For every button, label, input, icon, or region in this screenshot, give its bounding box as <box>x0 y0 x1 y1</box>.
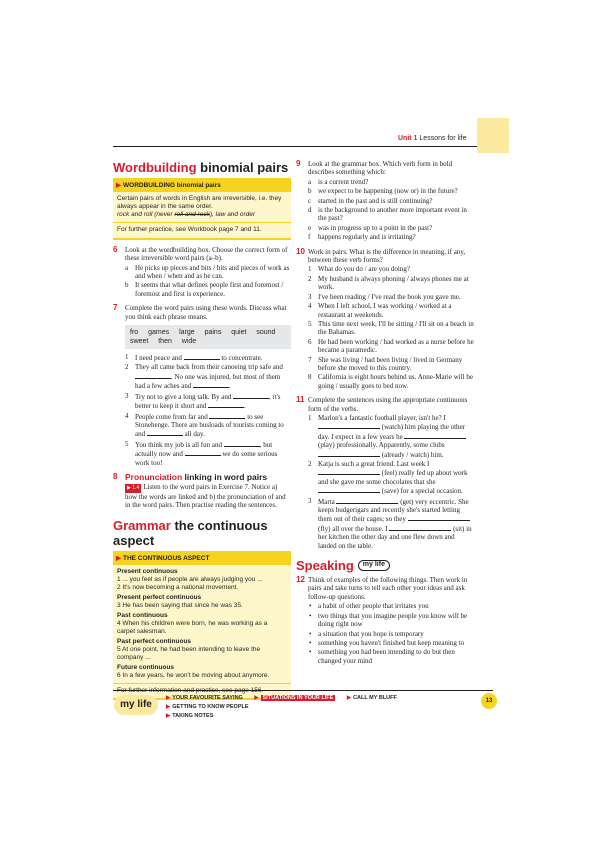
grammar-box-title <box>113 553 291 565</box>
exercise-10-instructions: Work in pairs. What is the difference in meaning, if any, between these verb forms? <box>308 247 466 265</box>
grammar-example: 5 At one point, he had been intending to leave the company ... <box>117 645 261 661</box>
item-text: , but actually now and <box>135 440 273 459</box>
item-text: She was living / had been living / lived in Germany before she moved to this country. <box>318 355 463 372</box>
item-key: 5 <box>308 319 312 328</box>
wordbuilding-box-title-text: WORDBUILDING binomial pairs <box>123 182 221 189</box>
unit-title: Lessons for life <box>419 135 467 142</box>
list-item <box>308 338 474 355</box>
list-item <box>125 264 291 281</box>
item-text: (sit) in her kitchen the other day and one flew down and landed on the table. <box>318 524 472 550</box>
header-rule <box>113 146 477 147</box>
exercise-number: 10 <box>296 246 305 256</box>
exercise-12 <box>296 576 474 665</box>
item-text: (fly) all over the house. I <box>318 524 390 533</box>
item-text: was in progress up to a point in the past? <box>318 223 433 232</box>
exercise-number: 12 <box>296 575 305 585</box>
list-item <box>308 460 474 496</box>
blank-field[interactable] <box>135 372 171 379</box>
footer-nav-item[interactable] <box>166 695 248 701</box>
grammar-box-body <box>113 565 291 683</box>
list-item <box>125 353 291 362</box>
footer-nav-label: SITUATIONS IN YOUR LIFE <box>262 695 334 701</box>
speaking-heading <box>296 558 474 573</box>
arrow-icon: ▶ <box>166 704 171 710</box>
item-text: (save) for a special occasion. <box>380 487 463 496</box>
bullet-item: • two things that you imagine people you know will be doing right now <box>308 612 474 629</box>
speaking-title-text: Speaking <box>296 558 354 574</box>
item-text: started in the past and is still continuing? <box>318 196 433 205</box>
item-text: (feel) really fed up about work and she gave me some chocolates that she <box>318 469 468 486</box>
item-key: c <box>308 196 312 205</box>
my-life-logo: my life <box>114 695 158 715</box>
footer-nav-item[interactable] <box>166 704 254 710</box>
item-text: Marlon's a fantastic football player, isn't he? I <box>318 413 446 422</box>
blank-field[interactable] <box>336 497 398 504</box>
speaking-title <box>296 558 354 573</box>
item-key: 3 <box>308 292 312 301</box>
item-text: we expect to be happening (now or) in the future? <box>318 187 458 196</box>
grammar-example: 3 He has been saying that since he was 35. <box>117 601 243 609</box>
item-key: 2 <box>308 460 312 468</box>
grammar-heading-rest: the continuous aspect <box>113 517 268 548</box>
item-text: This time next week, I'll be sitting / I'll sit on a beach in the Bahamas. <box>318 319 474 337</box>
example-a: rock and roll (never <box>117 211 175 219</box>
wordbuilding-box-body <box>113 192 291 222</box>
exercise-11 <box>296 396 474 550</box>
wordbuilding-heading <box>113 160 291 175</box>
blank-field[interactable] <box>184 353 220 360</box>
list-item <box>308 302 474 319</box>
exercise-number: 6 <box>113 244 118 254</box>
blank-field[interactable] <box>147 429 183 436</box>
item-text: My husband is always phoning / always phones me at work. <box>318 274 469 292</box>
my-life-tag: my life <box>358 560 390 570</box>
grammar-example: 6 In a few years, he won't be moving about anymore. <box>117 671 270 679</box>
list-item <box>125 412 291 439</box>
footer-nav-item[interactable] <box>347 695 402 701</box>
item-key: 3 <box>125 391 129 400</box>
example-b: ), law and order <box>209 211 256 219</box>
list-item <box>308 275 474 292</box>
list-item <box>308 206 474 223</box>
exercise-11-instructions: Complete the sentences using the appropriate continuous form of the verbs. <box>308 396 468 413</box>
grammar-section-heading: Present perfect continuous <box>117 593 202 601</box>
item-text: (get) very eccentric. She keeps budgerigars and recently she's started letting them out of their cages; so they <box>318 497 469 524</box>
item-text: . <box>244 402 246 411</box>
item-text: I need peace and <box>135 354 184 363</box>
item-text: (play) professionally. Apparently, some clubs <box>318 441 445 450</box>
item-text: Katja is such a great friend. Last week I <box>318 460 430 468</box>
blank-field[interactable] <box>389 524 451 531</box>
item-key: 8 <box>308 373 312 382</box>
blank-field[interactable] <box>193 381 231 391</box>
list-item <box>308 320 474 337</box>
item-text: California is eight hours behind us. Anne-Marie will be going / usually goes to bed now. <box>318 373 473 390</box>
word-box: fro games large pains quiet sound sweet then wide <box>125 325 291 349</box>
footer-nav <box>166 694 476 721</box>
grammar-section-heading: Present continuous <box>117 567 178 575</box>
list-item <box>308 187 474 195</box>
grammar-box-title-text: THE CONTINUOUS ASPECT <box>123 554 210 562</box>
page-number: 13 <box>481 693 497 709</box>
item-text: Try not to give a long talk. By and <box>135 392 234 401</box>
item-text: . No one was injured, but most of them had a few aches and <box>135 372 281 391</box>
grammar-section-heading: Past perfect continuous <box>117 637 192 645</box>
item-key: 1 <box>125 353 129 362</box>
list-item <box>125 392 291 411</box>
item-text: all day. <box>182 430 205 439</box>
wordbuilding-box-title <box>113 180 291 192</box>
list-item <box>308 356 474 373</box>
item-key: 7 <box>308 355 312 364</box>
item-key: 4 <box>125 411 129 420</box>
footer-rule <box>113 690 493 691</box>
exercise-10 <box>296 248 474 391</box>
item-text: we do some serious work too! <box>135 450 278 467</box>
blank-field[interactable] <box>408 514 470 521</box>
list-item <box>308 293 474 301</box>
exercise-8 <box>113 473 291 510</box>
blank-field[interactable] <box>318 450 380 457</box>
grammar-example: 4 When his children were born, he was working as a carpet salesman. <box>117 619 268 635</box>
blank-field[interactable] <box>318 486 380 493</box>
item-key: b <box>125 281 129 290</box>
footer-nav-label: GETTING TO KNOW PEOPLE <box>172 704 249 710</box>
bullet-item: • something you had been intending to do but then changed your mind <box>308 648 474 665</box>
item-text: . <box>229 382 231 391</box>
list-item <box>308 497 474 550</box>
triangle-icon: ▶ <box>116 182 121 189</box>
list-item <box>125 440 291 467</box>
wordbuilding-box-footer: For further practice, see Workbook page 7 and 11. <box>113 222 291 237</box>
wordbuilding-box <box>113 178 291 240</box>
grammar-box <box>113 551 291 701</box>
item-key: 5 <box>125 439 129 448</box>
item-key: a <box>125 263 129 272</box>
header-tab <box>477 118 509 153</box>
blank-field[interactable] <box>209 412 245 419</box>
item-text: They all came back from their canoeing trip safe and <box>135 363 283 372</box>
arrow-icon: ▶ <box>166 713 171 719</box>
item-text: When I left school, I was working / worked at a restaurant at weekends. <box>318 302 452 319</box>
item-text: Marta <box>318 497 337 506</box>
blank-field[interactable] <box>233 392 269 399</box>
grammar-section-heading: Past continuous <box>117 611 168 619</box>
item-key: a <box>308 177 312 186</box>
item-text: People come from far and <box>135 412 210 421</box>
item-text: is a current trend? <box>318 177 369 186</box>
list-item <box>308 178 474 186</box>
triangle-icon: ▶ <box>116 554 121 562</box>
blank-field[interactable] <box>224 440 260 447</box>
left-column <box>113 160 291 706</box>
item-key: 2 <box>308 274 312 283</box>
audio-track: 1.4 <box>132 485 140 492</box>
exercise-12-instructions: Think of examples of the following things. Then work in pairs and take turns to tell each other your ideas and ask follow-up questions. <box>308 576 468 601</box>
list-item <box>125 363 291 390</box>
grammar-example: 2 It's now becoming a national movement. <box>117 583 239 591</box>
item-text: happens regularly and is irritating? <box>318 233 416 242</box>
exercise-number: 7 <box>113 303 118 313</box>
pronunciation-topic: linking in word pairs <box>184 471 268 482</box>
item-text: (already / watch) him. <box>380 450 444 459</box>
exercise-6 <box>113 246 291 298</box>
grammar-example: 1 ... you feel as if people are always judging you ... <box>117 575 263 583</box>
item-text: to concentrate. <box>219 354 263 363</box>
pronunciation-heading <box>125 473 291 481</box>
wordbuilding-box-example <box>117 211 287 219</box>
exercise-9 <box>296 160 474 242</box>
item-text: (watch) him playing the other day. I expect in a few years he <box>318 423 465 441</box>
bullet-item: • something you haven't finished but keep meaning to <box>308 639 474 647</box>
list-item <box>308 224 474 232</box>
item-text: I've been reading / I've read the book you gave me. <box>318 292 461 301</box>
arrow-icon: ▶ <box>346 695 352 701</box>
item-key: 3 <box>308 496 312 505</box>
list-item <box>308 197 474 205</box>
exercise-8-instructions <box>125 483 291 509</box>
unit-number: Unit 1 <box>398 135 418 142</box>
blank-field[interactable] <box>404 432 466 439</box>
item-key: f <box>308 233 311 242</box>
list-item <box>308 265 474 273</box>
grammar-heading <box>113 518 291 548</box>
exercise-6-instructions: Look at the wordbuilding box. Choose the correct form of these irreversible word pairs (a–b). <box>125 245 288 263</box>
item-text: It seems that what defines people first and foremost / foremost and first is experience. <box>135 281 284 298</box>
item-key: 1 <box>308 413 312 422</box>
exercise-7-instructions: Complete the word pairs using these words. Discuss what you think each phrase means. <box>125 304 287 321</box>
arrow-icon: ▶ <box>254 695 259 701</box>
item-key: 2 <box>125 363 129 372</box>
blank-field[interactable] <box>318 468 380 475</box>
item-key: d <box>308 206 312 215</box>
grammar-section-heading: Future continuous <box>117 663 175 671</box>
bullet-item: • a habit of other people that irritates you <box>308 602 474 610</box>
wordbuilding-box-text: Certain pairs of words in English are irreversible, i.e. they always appear in the same order. <box>117 195 282 211</box>
exercise-8-text: Listen to the word pairs in Exercise 7. Notice a) how the words are linked and b) the pronunciation of and in the word pairs. Then practise reading the sentences. <box>125 483 286 510</box>
exercise-number: 8 <box>113 471 118 481</box>
item-text: What do you do / are you doing? <box>318 265 410 274</box>
exercise-7 <box>113 304 291 467</box>
arrow-icon: ▶ <box>166 695 171 701</box>
footer-nav-item[interactable] <box>166 713 218 719</box>
exercise-number: 9 <box>296 159 301 168</box>
audio-icon[interactable]: ▶ 1.4 <box>127 485 140 492</box>
blank-field[interactable] <box>185 449 221 456</box>
right-column <box>296 160 474 665</box>
wordbuilding-heading-red: Wordbuilding <box>113 160 197 175</box>
list-item <box>308 233 474 241</box>
item-text: He picks up pieces and bits / bits and pieces of work as and when / when and as he can. <box>135 263 290 281</box>
item-text: is the background to another more important event in the past? <box>318 206 467 223</box>
item-text: , it's better to keep it short and <box>135 392 281 411</box>
blank-field[interactable] <box>318 422 380 429</box>
item-key: 4 <box>308 302 312 311</box>
item-text: You think my job is all fun and <box>135 440 224 449</box>
wordbuilding-heading-rest: binomial pairs <box>200 160 289 175</box>
list-item <box>308 414 474 459</box>
footer-nav-item-active[interactable] <box>254 695 340 701</box>
grammar-heading-red: Grammar <box>113 517 171 533</box>
item-key: b <box>308 187 312 196</box>
list-item <box>125 281 291 298</box>
unit-header <box>398 135 467 142</box>
item-text: He had been working / had worked as a nurse before he became a paramedic. <box>318 337 474 355</box>
exercise-number: 11 <box>296 395 305 405</box>
footer-nav-label: CALL MY BLUFF <box>353 695 397 701</box>
example-strike: roll and rock <box>174 211 210 219</box>
item-text: to see Stonehenge. There are busloads of tourists coming to and <box>135 412 284 439</box>
item-key: 6 <box>308 337 312 346</box>
footer-nav-label: YOUR FAVOURITE SAYING <box>172 695 243 701</box>
exercise-9-instructions: Look at the grammar box. Which verb form in bold describes something which: <box>308 160 453 177</box>
item-key: e <box>308 223 312 232</box>
pronunciation-label: Pronunciation <box>125 471 183 482</box>
bullet-item: • a situation that you hope is temporary <box>308 630 474 638</box>
footer-nav-label: TAKING NOTES <box>172 713 214 719</box>
list-item <box>308 373 474 390</box>
item-key: 1 <box>308 265 312 274</box>
blank-field[interactable] <box>208 401 246 411</box>
